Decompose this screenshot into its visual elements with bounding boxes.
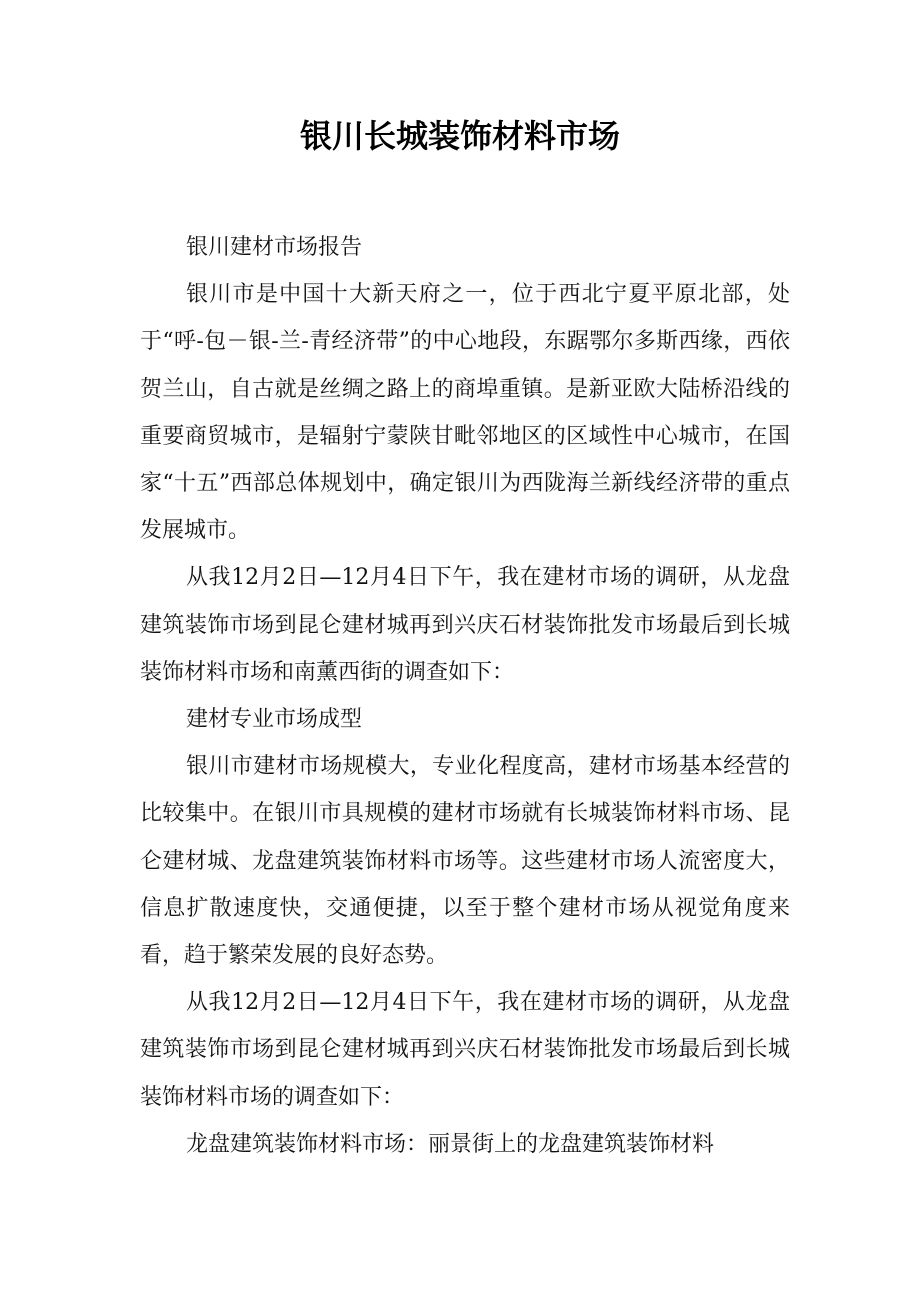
paragraph-report-heading: 银川建材市场报告	[186, 235, 363, 260]
paragraph-section-heading: 建材专业市场成型	[186, 707, 363, 733]
document-body	[140, 224, 790, 1168]
paragraph-survey-scope: 从我12月2日—12月4日下午，我在建材市场的调研，从龙盘建筑装饰市场到昆仑建材城再到兴庆石材装饰批发市场最后到长城装饰材料市场和南薰西街的调查如下：	[140, 565, 790, 685]
paragraph-longpan-market: 龙盘建筑装饰材料市场：丽景街上的龙盘建筑装饰材料	[186, 1131, 715, 1157]
paragraph-survey-repeat: 从我12月2日—12月4日下午，我在建材市场的调研，从龙盘建筑装饰市场到昆仑建材城再到兴庆石材装饰批发市场最后到长城装饰材料市场的调查如下：	[140, 990, 790, 1110]
paragraph-yinchuan-intro: 银川市是中国十大新天府之一，位于西北宁夏平原北部，处于“呼-包－银-兰-青经济带”的中心地段，东踞鄂尔多斯西缘，西依贺兰山，自古就是丝绸之路上的商埠重镇。是新亚欧大陆桥沿线的重要商贸城市，是辐射宁蒙陕甘毗邻地区的区域性中心城市，在国家“十五”西部总体规划中，确定银川为西陇海兰新线经济带的重点发展城市。	[140, 282, 790, 544]
document-title: 银川长城装饰材料市场	[299, 117, 620, 155]
paragraph-market-scale: 银川市建材市场规模大，专业化程度高，建材市场基本经营的比较集中。在银川市具规模的建材市场就有长城装饰材料市场、昆仑建材城、龙盘建筑装饰材料市场等。这些建材市场人流密度大，信息扩散速度快，交通便捷，以至于整个建材市场从视觉角度来看，趋于繁荣发展的良好态势。	[140, 754, 790, 969]
